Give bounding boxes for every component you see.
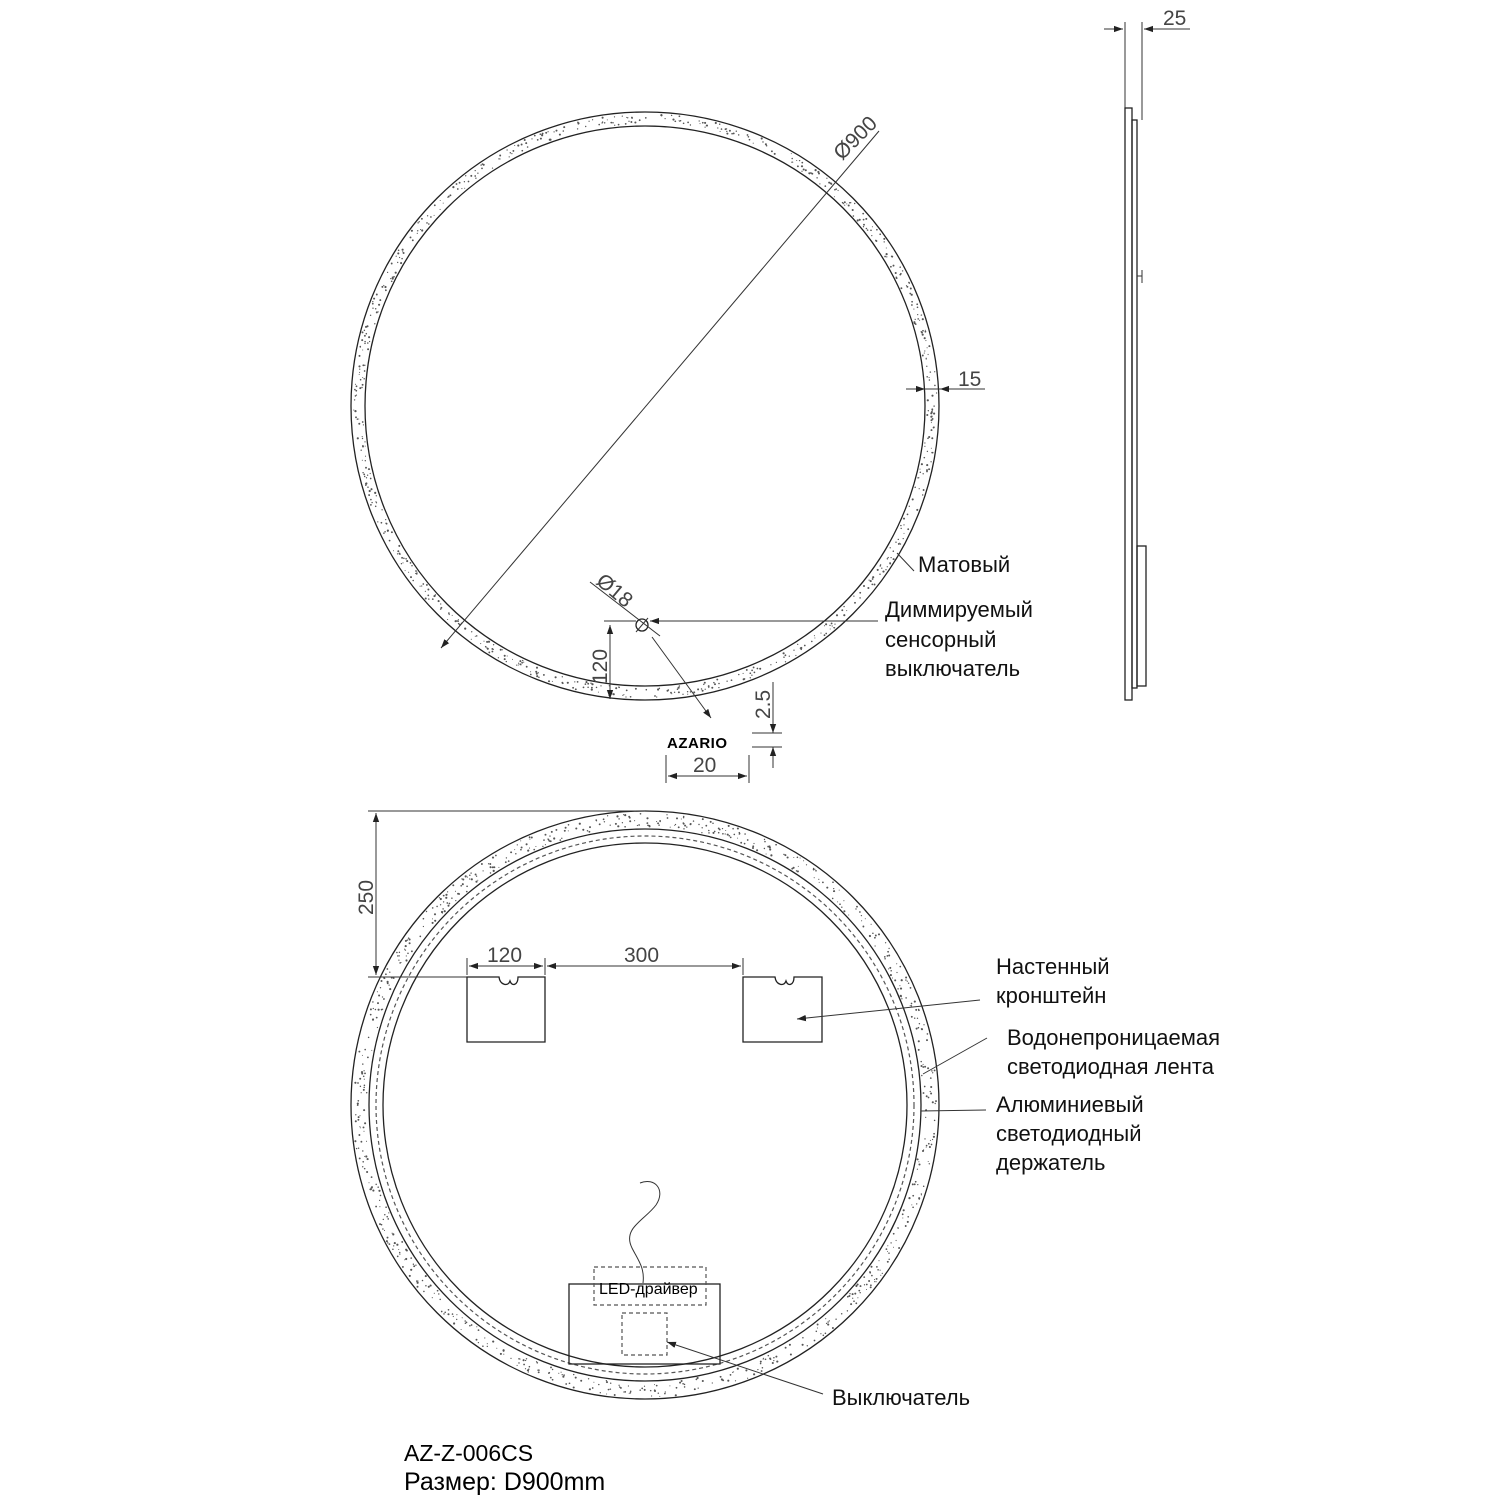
front-view [351,112,1033,783]
frosted-band-texture [353,111,937,698]
switch-diameter-label: Ø18 [591,569,637,613]
logo-height-label: 2.5 [752,689,775,719]
bracket-height-label: 250 [355,879,378,915]
azario-logo: AZARIO [667,735,728,752]
aluminium-holder-label-3: держатель [996,1150,1106,1175]
matte-label: Матовый [918,552,1011,577]
depth-label: 25 [1163,7,1187,30]
dimmable-switch-label-2: сенсорный [885,627,997,652]
frame-width-label: 15 [958,368,982,391]
side-frame [1132,120,1137,688]
aluminium-holder-label-2: светодиодный [996,1121,1142,1146]
back-outer-edge [351,811,939,1399]
waterproof-strip-label-2: светодиодная лента [1007,1054,1214,1079]
switch-label: Выключатель [832,1385,971,1410]
power-cable [630,1182,660,1283]
side-view [1104,7,1190,700]
bracket-width-label: 120 [487,944,523,967]
mirror-outer-edge [351,112,939,700]
led-driver-label: LED-драйвер [599,1281,698,1298]
dimmable-switch-label-3: выключатель [885,656,1021,681]
switch-offset-label: 120 [589,648,612,684]
bracket-spacing-label: 300 [624,944,660,967]
dimmable-switch-label-1: Диммируемый [885,597,1033,622]
waterproof-strip-label-1: Водонепроницаемая [1007,1025,1221,1050]
size-text: Размер: D900mm [404,1468,606,1496]
switch-box [622,1313,667,1355]
aluminium-holder-label-1: Алюминиевый [996,1092,1144,1117]
mirror-side-panel [1125,108,1132,700]
wall-bracket-label-2: кронштейн [996,983,1107,1008]
back-inner-ring [369,829,921,1381]
logo-width-label: 20 [693,754,717,777]
back-view [351,811,1220,1410]
side-bracket [1137,546,1146,686]
wall-bracket-left [467,977,545,1042]
wall-bracket-label-1: Настенный [996,954,1110,979]
wall-bracket-right [743,977,822,1042]
back-band-texture [354,813,937,1397]
diameter-label: Ø900 [829,111,882,165]
model-number: AZ-Z-006CS [404,1440,534,1466]
diameter-line [441,131,879,648]
mirror-inner-edge [365,126,925,686]
